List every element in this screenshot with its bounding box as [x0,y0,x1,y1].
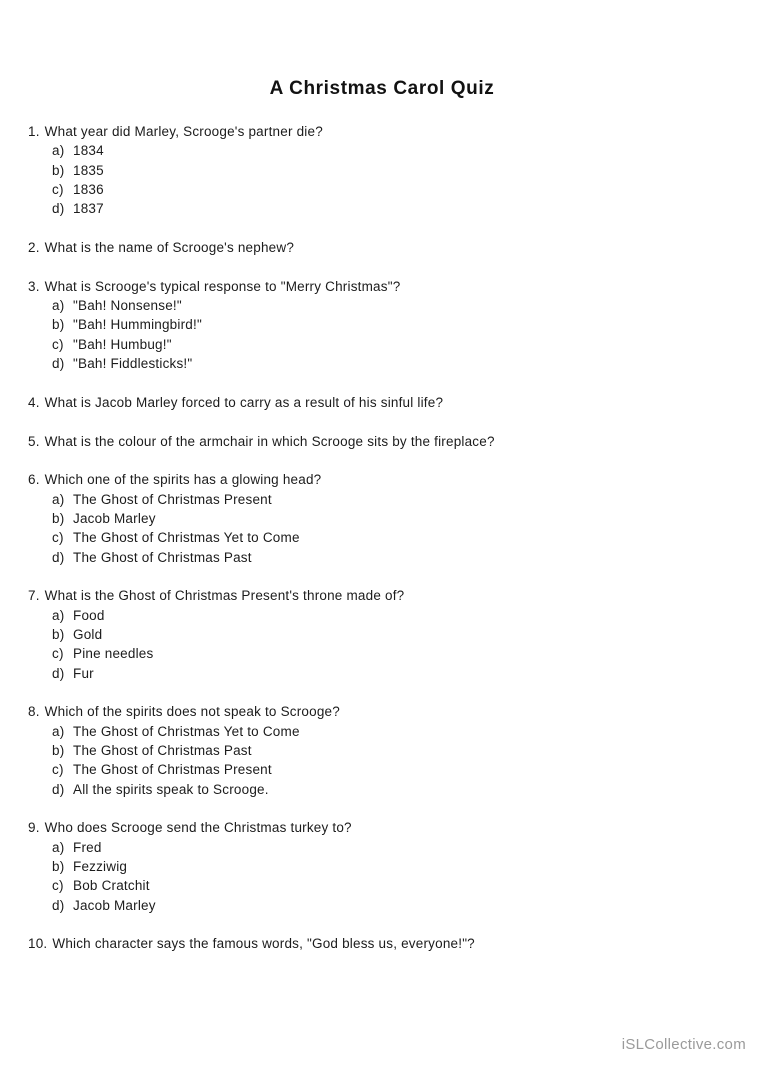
question-text: What is the Ghost of Christmas Present's throne made of? [44,588,405,604]
question-text: What is Scrooge's typical response to "Merry Christmas"? [44,278,401,294]
answer-option [28,857,736,876]
option-text: Fred [73,839,102,855]
answer-option [28,528,736,547]
option-text: Jacob Marley [73,510,156,526]
option-letter: a) [52,298,65,314]
question-number: 10. [28,936,48,952]
option-text: "Bah! Nonsense!" [73,298,182,314]
option-text: The Ghost of Christmas Present [73,762,272,778]
option-text: The Ghost of Christmas Past [73,549,252,565]
option-letter: a) [52,723,65,739]
option-letter: a) [52,839,65,855]
answer-option [28,625,736,644]
option-letter: c) [52,762,64,778]
question-text: Which one of the spirits has a glowing head? [44,472,322,488]
option-letter: c) [52,646,64,662]
answer-option [28,141,736,160]
option-text: 1835 [73,162,104,178]
option-letter: a) [52,607,65,623]
question-number: 3. [28,278,40,294]
question-line [28,586,736,605]
option-letter: b) [52,162,65,178]
question-number: 8. [28,704,40,720]
option-text: Pine needles [73,646,154,662]
answer-option [28,741,736,760]
option-text: The Ghost of Christmas Yet to Come [73,723,300,739]
answer-option [28,199,736,218]
question-block [28,393,736,412]
option-text: "Bah! Hummingbird!" [73,317,202,333]
question-line [28,122,736,141]
option-letter: c) [52,336,64,352]
question-block [28,818,736,914]
question-block [28,238,736,257]
question-number: 6. [28,472,40,488]
option-letter: c) [52,878,64,894]
quiz-questions [28,122,736,954]
question-line [28,238,736,257]
question-number: 4. [28,394,40,410]
question-block [28,277,736,373]
option-letter: d) [52,549,65,565]
option-letter: a) [52,143,65,159]
question-block [28,702,736,798]
option-letter: a) [52,491,65,507]
option-text: The Ghost of Christmas Yet to Come [73,530,300,546]
question-text: Which character says the famous words, "God bless us, everyone!"? [52,936,475,952]
answer-option [28,548,736,567]
option-letter: b) [52,858,65,874]
answer-option [28,606,736,625]
answer-option [28,180,736,199]
option-text: "Bah! Humbug!" [73,336,172,352]
question-block [28,470,736,566]
answer-option [28,664,736,683]
question-text: Who does Scrooge send the Christmas turkey to? [44,820,352,836]
question-number: 1. [28,124,40,139]
page-title: A Christmas Carol Quiz [269,78,495,99]
question-number: 9. [28,820,40,836]
answer-option [28,896,736,915]
option-text: Jacob Marley [73,897,156,913]
answer-option [28,644,736,663]
option-text: 1834 [73,143,104,159]
answer-option [28,509,736,528]
option-text: 1836 [73,181,104,197]
question-text: What is the colour of the armchair in which Scrooge sits by the fireplace? [44,433,495,449]
answer-option [28,838,736,857]
option-text: Fezziwig [73,858,128,874]
option-letter: b) [52,742,65,758]
question-line [28,393,736,412]
question-block [28,586,736,682]
question-text: What is Jacob Marley forced to carry as a result of his sinful life? [44,394,444,410]
answer-option [28,722,736,741]
islcollective-watermark: iSLCollective.com [621,1036,746,1053]
option-text: Bob Cratchit [73,878,150,894]
question-text: What year did Marley, Scrooge's partner die? [44,124,323,139]
question-number: 5. [28,433,40,449]
answer-option [28,780,736,799]
question-text: Which of the spirits does not speak to Scrooge? [44,704,340,720]
question-block [28,122,736,218]
option-text: All the spirits speak to Scrooge. [73,781,269,797]
option-text: The Ghost of Christmas Past [73,742,252,758]
question-number: 7. [28,588,40,604]
question-line [28,934,736,953]
option-text: 1837 [73,201,104,217]
option-letter: c) [52,530,64,546]
question-line [28,702,736,721]
option-text: Gold [73,626,103,642]
answer-option [28,876,736,895]
option-text: Food [73,607,105,623]
answer-option [28,760,736,779]
option-text: "Bah! Fiddlesticks!" [73,355,193,371]
option-letter: d) [52,781,65,797]
question-number: 2. [28,239,40,255]
answer-option [28,161,736,180]
question-block [28,934,736,953]
answer-option [28,335,736,354]
option-letter: d) [52,201,65,217]
answer-option [28,296,736,315]
answer-option [28,490,736,509]
option-letter: c) [52,181,64,197]
option-letter: b) [52,510,65,526]
question-line [28,277,736,296]
question-line [28,470,736,489]
option-letter: d) [52,355,65,371]
question-text: What is the name of Scrooge's nephew? [44,239,295,255]
answer-option [28,354,736,373]
option-letter: d) [52,665,65,681]
question-line [28,432,736,451]
question-line [28,818,736,837]
answer-option [28,315,736,334]
option-letter: b) [52,317,65,333]
option-text: Fur [73,665,94,681]
question-block [28,432,736,451]
option-text: The Ghost of Christmas Present [73,491,272,507]
option-letter: b) [52,626,65,642]
option-letter: d) [52,897,65,913]
